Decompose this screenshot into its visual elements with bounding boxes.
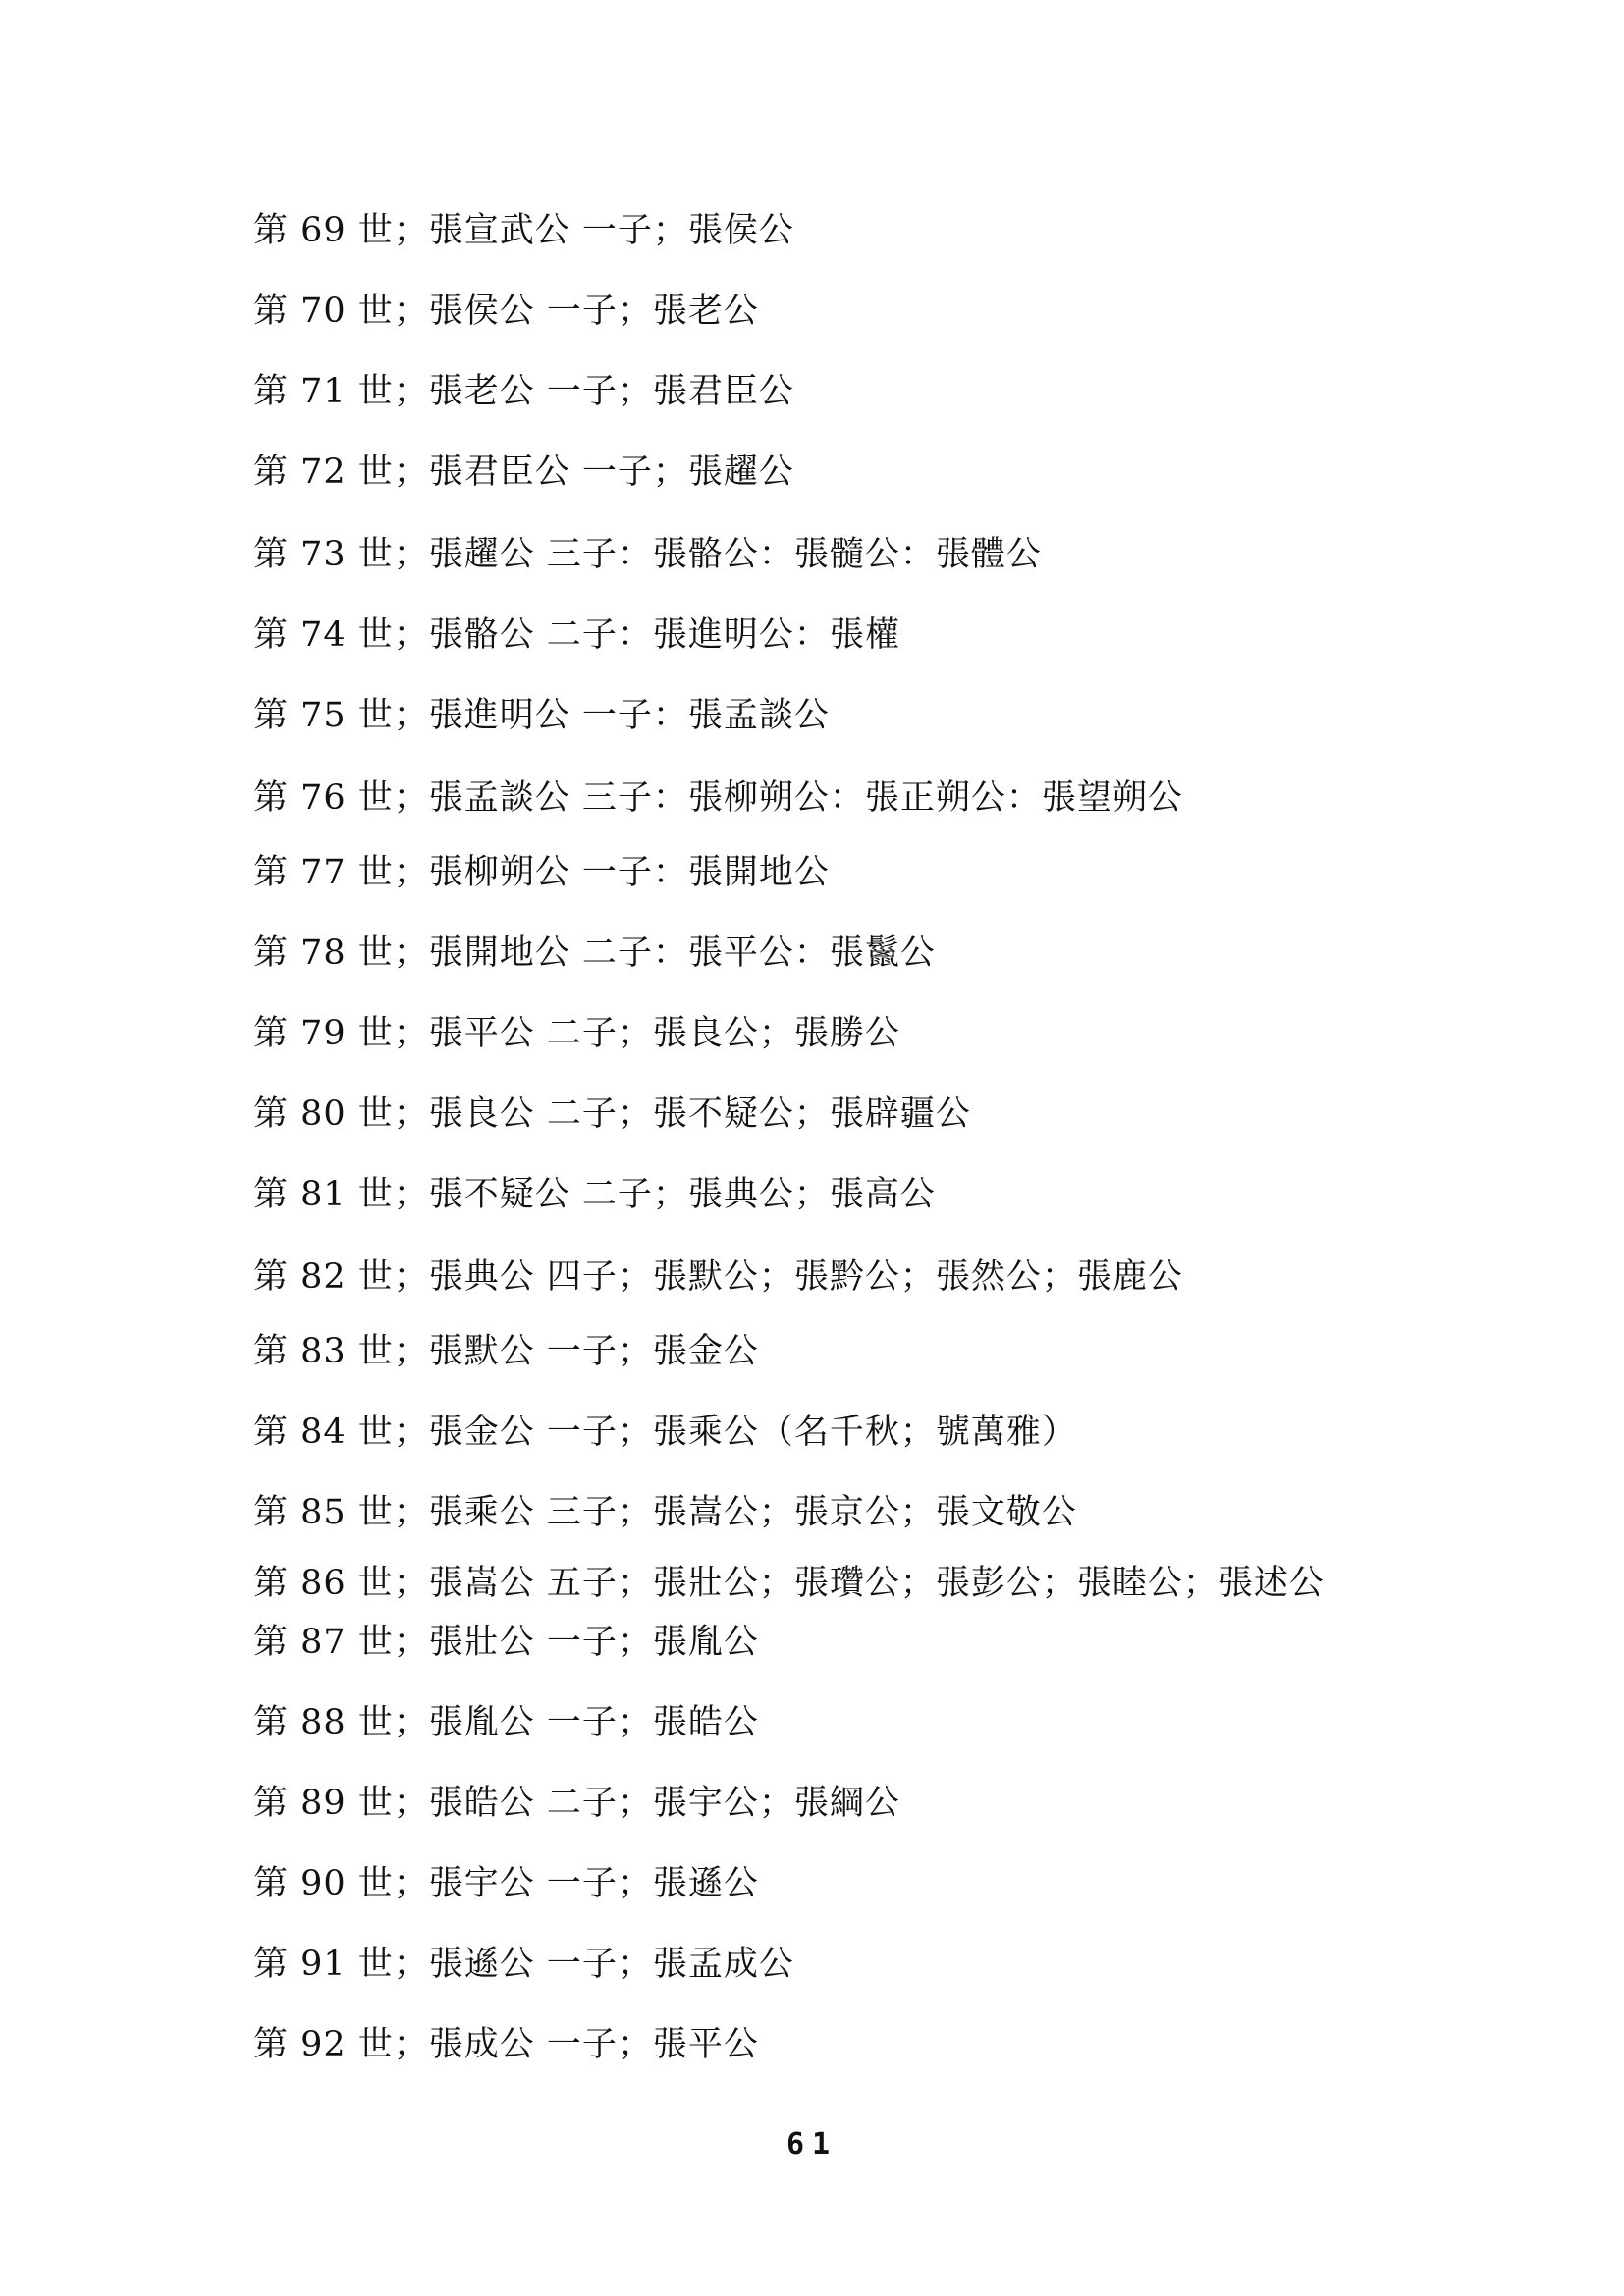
generation-entry: 第 84 世；張金公 一子；張乘公（名千秋；號萬雅） (253, 1413, 1077, 1452)
generation-entry: 第 86 世；張嵩公 五子；張壯公；張瓚公；張彭公；張睦公；張述公 (253, 1564, 1325, 1603)
generation-entry: 第 75 世；張進明公 一子：張孟談公 (253, 696, 830, 735)
generation-entry: 第 88 世；張胤公 一子；張皓公 (253, 1703, 759, 1742)
generation-entry: 第 89 世；張皓公 二子；張宇公；張綱公 (253, 1784, 900, 1823)
generation-entry: 第 72 世；張君臣公 一子；張趯公 (253, 453, 794, 492)
generation-entry: 第 87 世；張壯公 一子；張胤公 (253, 1623, 759, 1662)
generation-entry: 第 91 世；張遜公 一子；張孟成公 (253, 1945, 794, 1984)
page-number: 61 (785, 2127, 839, 2162)
generation-entry: 第 76 世；張孟談公 三子：張柳朔公：張正朔公：張望朔公 (253, 778, 1183, 818)
generation-entry: 第 70 世；張侯公 一子；張老公 (253, 292, 759, 331)
generation-entry: 第 83 世；張默公 一子；張金公 (253, 1332, 759, 1371)
generation-entry: 第 78 世；張開地公 二子：張平公：張鬣公 (253, 934, 936, 973)
generation-entry: 第 85 世；張乘公 三子；張嵩公；張京公；張文敬公 (253, 1493, 1077, 1532)
generation-entry: 第 81 世；張不疑公 二子；張典公；張高公 (253, 1175, 936, 1214)
generation-entry: 第 77 世；張柳朔公 一子：張開地公 (253, 853, 830, 892)
generation-entry: 第 80 世；張良公 二子；張不疑公；張辟疆公 (253, 1095, 971, 1134)
generation-entry: 第 92 世；張成公 一子；張平公 (253, 2025, 759, 2064)
generation-entry: 第 73 世；張趯公 三子：張骼公：張髓公：張體公 (253, 535, 1042, 574)
generation-entry: 第 82 世；張典公 四子；張默公；張黔公；張然公；張鹿公 (253, 1257, 1183, 1297)
generation-entry: 第 74 世；張骼公 二子：張進明公：張權 (253, 615, 900, 655)
generation-entry: 第 69 世；張宣武公 一子；張侯公 (253, 211, 794, 250)
generation-entry: 第 90 世；張宇公 一子；張遜公 (253, 1864, 759, 1903)
generation-entry: 第 79 世；張平公 二子；張良公；張勝公 (253, 1014, 900, 1053)
generation-entry: 第 71 世；張老公 一子；張君臣公 (253, 372, 794, 411)
